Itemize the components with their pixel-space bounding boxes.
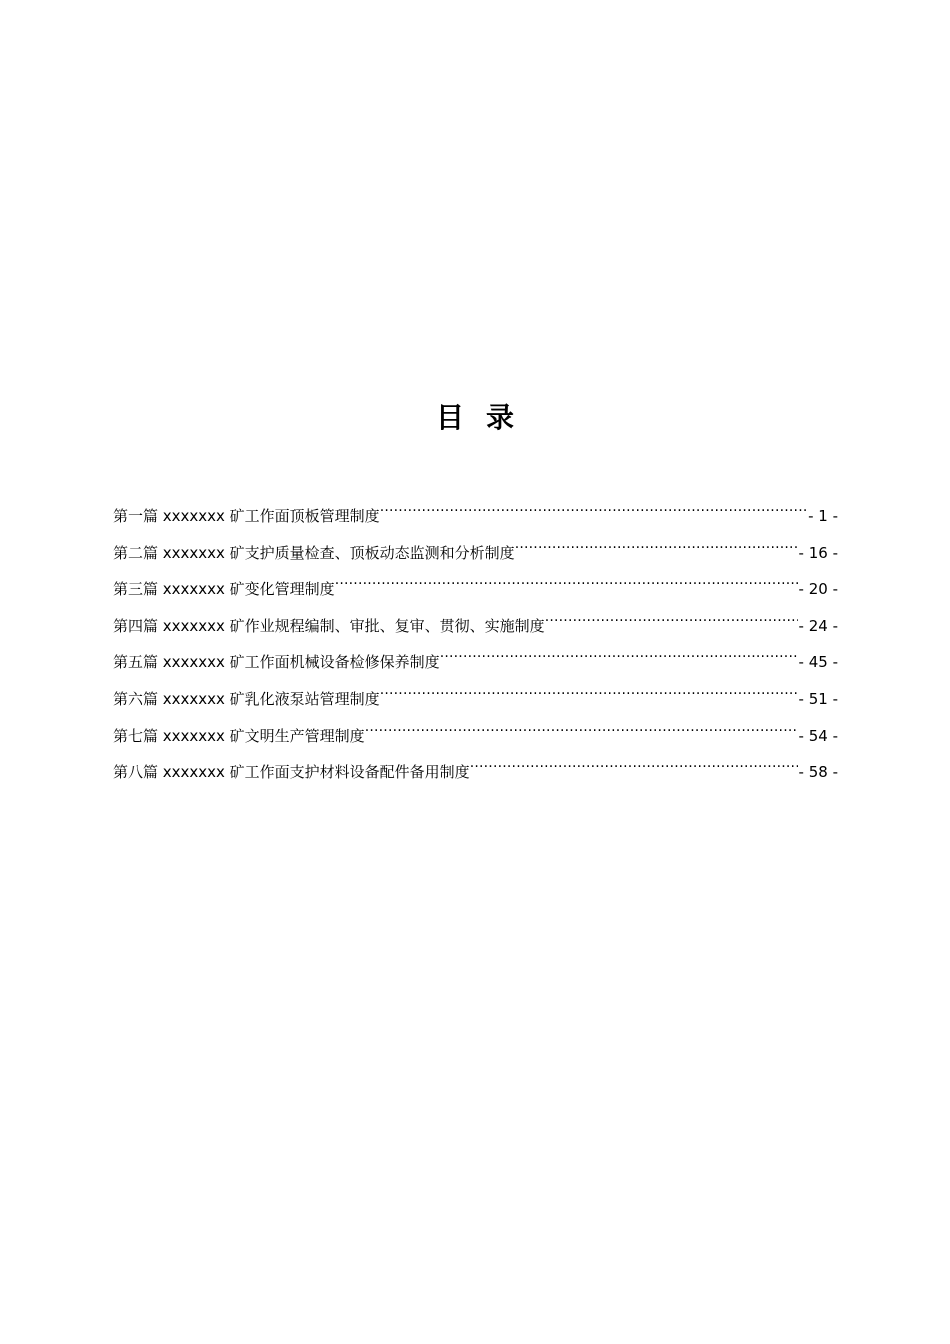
toc-entry-label: 第七篇 xxxxxxx 矿文明生产管理制度 xyxy=(113,726,365,745)
toc-entry-7[interactable] xyxy=(113,713,838,750)
toc-entry-label: 第八篇 xxxxxxx 矿工作面支护材料设备配件备用制度 xyxy=(113,763,470,782)
toc-entry-page: - 58 - xyxy=(798,763,838,782)
toc-entry-page: - 1 - xyxy=(808,507,838,525)
toc-entry-5[interactable] xyxy=(113,639,838,676)
toc-dot-leader xyxy=(440,639,798,667)
toc-entry-label: 第一篇 xxxxxxx 矿工作面顶板管理制度 xyxy=(113,507,380,525)
table-of-contents xyxy=(113,493,838,786)
toc-dot-leader xyxy=(365,713,798,741)
toc-dot-leader xyxy=(335,566,798,594)
toc-entry-label: 第六篇 xxxxxxx 矿乳化液泵站管理制度 xyxy=(113,689,380,708)
toc-entry-page: - 20 - xyxy=(798,580,838,599)
toc-entry-4[interactable] xyxy=(113,603,838,640)
toc-title: 目录 xyxy=(435,401,536,434)
toc-entry-1[interactable] xyxy=(113,493,838,530)
toc-dot-leader xyxy=(380,493,807,521)
toc-entry-page: - 54 - xyxy=(798,726,838,745)
toc-entry-label: 第四篇 xxxxxxx 矿作业规程编制、审批、复审、贯彻、实施制度 xyxy=(113,616,545,635)
toc-entry-6[interactable] xyxy=(113,676,838,713)
toc-entry-page: - 51 - xyxy=(798,689,838,708)
toc-dot-leader xyxy=(380,676,798,704)
toc-entry-page: - 45 - xyxy=(798,653,838,672)
toc-entry-label: 第三篇 xxxxxxx 矿变化管理制度 xyxy=(113,580,335,599)
toc-dot-leader xyxy=(545,603,798,631)
toc-dot-leader xyxy=(515,530,798,558)
toc-entry-2[interactable] xyxy=(113,530,838,567)
toc-entry-label: 第二篇 xxxxxxx 矿支护质量检查、顶板动态监测和分析制度 xyxy=(113,543,515,562)
toc-entry-page: - 24 - xyxy=(798,616,838,635)
toc-entry-page: - 16 - xyxy=(798,543,838,562)
toc-entry-8[interactable] xyxy=(113,749,838,786)
toc-entry-3[interactable] xyxy=(113,566,838,603)
toc-entry-label: 第五篇 xxxxxxx 矿工作面机械设备检修保养制度 xyxy=(113,653,440,672)
toc-dot-leader xyxy=(470,749,798,777)
